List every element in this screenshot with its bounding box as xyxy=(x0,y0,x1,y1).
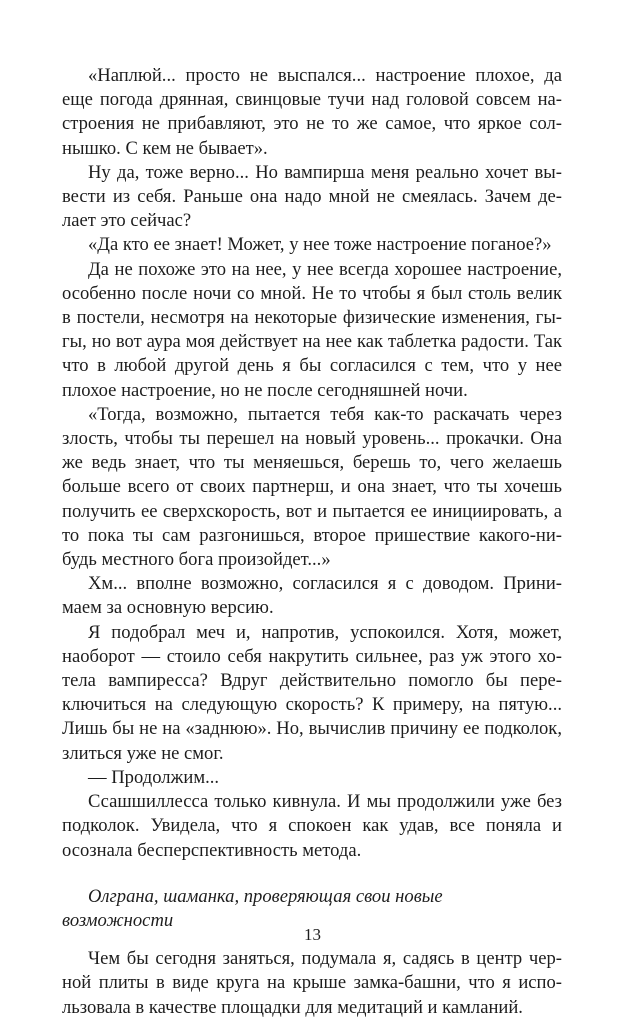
book-page xyxy=(62,64,562,1020)
paragraph: Хм... вполне возможно, согласился я с доводом. Принимаем за основную версию. xyxy=(62,573,562,619)
paragraph: Ну да, тоже верно... Но вампирша меня реально хочет вывести из себя. Раньше она надо мной не смеялась. Зачем делает это сейчас? xyxy=(62,161,562,232)
paragraph: Да не похоже это на нее, у нее всегда хорошее настроение, особенно после ночи со мной. Не то чтобы я был столь велик в постели, несмотря на некоторые физические изменения, гы-гы, но вот аура моя действует на нее как таблетка радости. Так что в любой другой день я бы согласился с тем, что у нее плохое настроение, но не после сегодняшней ночи. xyxy=(62,258,562,401)
section-heading-line: Олграна, шаманка, проверяющая свои новые xyxy=(88,885,443,907)
section-heading-line: возможности xyxy=(62,909,174,931)
paragraph: «Тогда, возможно, пытается тебя как-то раскачать через злость, чтобы ты перешел на новый уровень... прокачки. Она же ведь знает, что ты меняешься, берешь то, чего желаешь больше всего от своих партнерш, и она знает, что ты хочешь получить ее сверхскорость, вот и пытается ее инициировать, а то пока ты сам разгонишься, второе пришествие какого-нибудь местного бога произойдет...» xyxy=(62,403,562,571)
paragraph: — Продолжим... xyxy=(88,766,220,788)
paragraph: Ссашшиллесса только кивнула. И мы продолжили уже без подколок. Увидела, что я спокоен как удав, все поняла и осознала бесперспективность метода. xyxy=(62,791,562,861)
paragraph: «Да кто ее знает! Может, у нее тоже настроение поганое?» xyxy=(88,234,552,256)
paragraph: Я подобрал меч и, напротив, успокоился. Хотя, может, наоборот — стоило себя накрутить сильнее, раз уж этого хотела вампиресса? Вдруг действительно помогло бы переключиться на следующую скорость? К примеру, на пятую... Лишь бы не на «заднюю». Но, вычислив причину ее подколок, злиться уже не смог. xyxy=(62,621,562,764)
paragraph: Чем бы сегодня заняться, подумала я, садясь в центр черной плиты в виде круга на крыше замка-башни, что я использовала в качестве площадки для медитаций и камланий. xyxy=(62,948,562,1018)
page-number: 13 xyxy=(304,925,321,944)
paragraph: «Наплюй... просто не выспался... настроение плохое, да еще погода дрянная, свинцовые тучи над головой совсем настроения не прибавляют, это не то же самое, что яркое солнышко. С кем не бывает». xyxy=(62,65,562,159)
